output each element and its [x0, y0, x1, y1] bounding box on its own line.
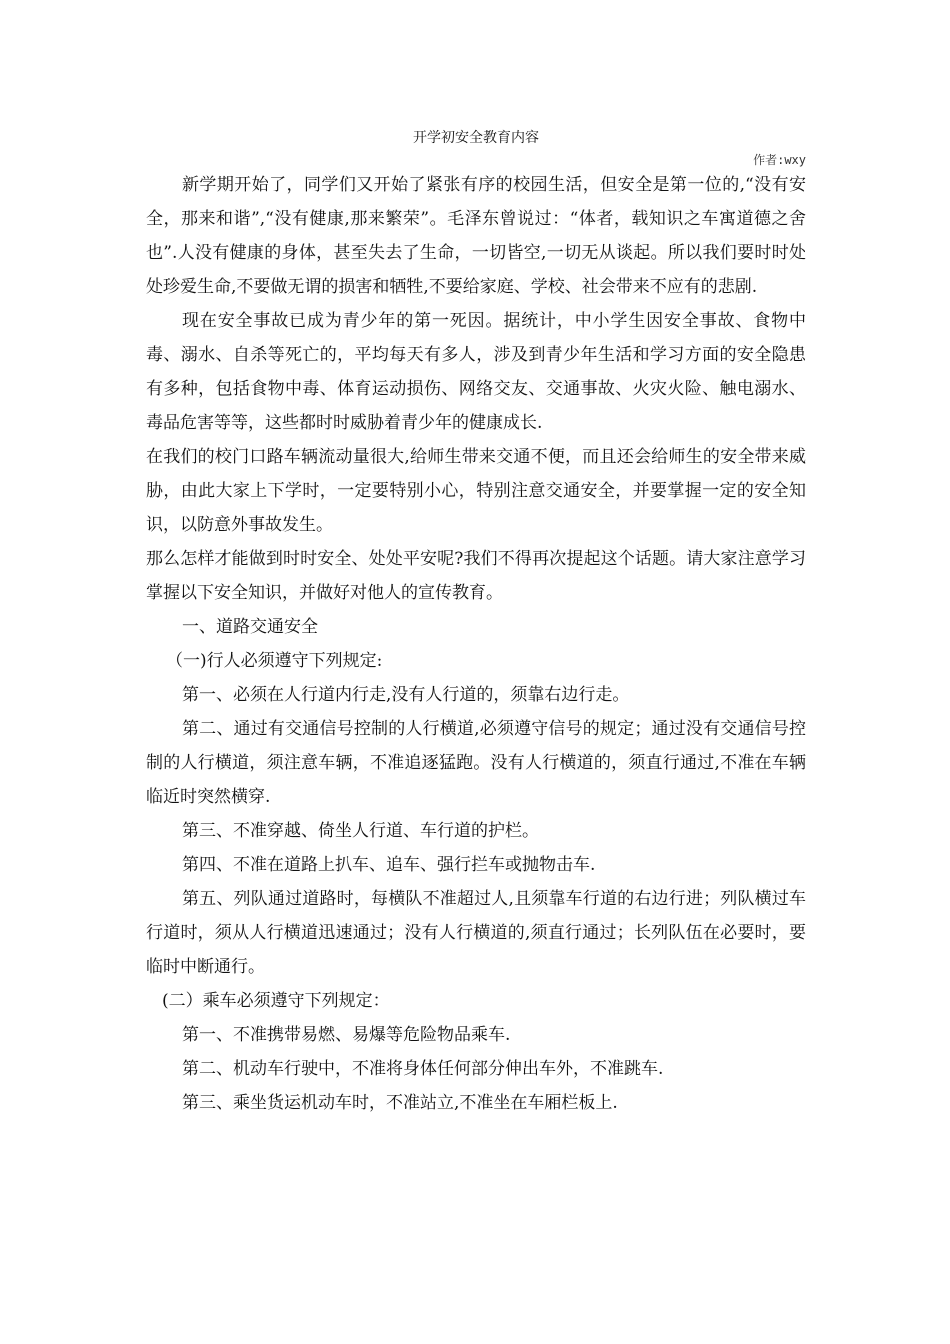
rule-item: 第二、机动车行驶中，不准将身体任何部分伸出车外，不准跳车. [182, 1059, 664, 1079]
document-body [146, 168, 806, 1120]
rule-item: 第四、不准在道路上扒车、追车、强行拦车或抛物击车. [182, 855, 596, 875]
subsection-pedestrian-rules: （一)行人必须遵守下列规定: [166, 651, 383, 671]
rule-item: 第一、不准携带易燃、易爆等危险物品乘车. [182, 1025, 511, 1045]
paragraph-statistics: 现在安全事故已成为青少年的第一死因。据统计，中小学生因安全事故、食物中毒、溺水、自杀等死亡的，平均每天有多人，涉及到青少年生活和学习方面的安全隐患有多种，包括食物中毒、体育运动损伤、网络交友、交通事故、火灾火险、触电溺水、毒品危害等等，这些都时时威胁着青少年的健康成长. [146, 311, 806, 433]
rule-item: 第三、不准穿越、倚坐人行道、车行道的护栏。 [182, 821, 539, 841]
rule-item: 第二、通过有交通信号控制的人行横道,必须遵守信号的规定；通过没有交通信号控制的人行横道，须注意车辆，不准追逐猛跑。没有人行横道的，须直行通过,不准在车辆临近时突然横穿. [146, 719, 806, 807]
document-author: 作者:wxy [753, 153, 806, 167]
paragraph-school-gate: 在我们的校门口路车辆流动量很大,给师生带来交通不便，而且还会给师生的安全带来威胁，由此大家上下学时，一定要特别小心，特别注意交通安全，并要掌握一定的安全知识，以防意外事故发生。 [146, 447, 806, 535]
rule-item: 第三、乘坐货运机动车时，不准站立,不准坐在车厢栏板上. [182, 1093, 618, 1113]
rule-item: 第五、列队通过道路时，每横队不准超过人,且须靠车行道的右边行进；列队横过车行道时，须从人行横道迅速通过；没有人行横道的,须直行通过；长列队伍在必要时，要临时中断通行。 [146, 889, 806, 977]
section-heading-road-safety: 一、道路交通安全 [182, 617, 318, 637]
subsection-passenger-rules: (二）乘车必须遵守下列规定： [162, 991, 390, 1011]
document-title: 开学初安全教育内容 [413, 130, 539, 146]
paragraph-intro: 新学期开始了，同学们又开始了紧张有序的校园生活，但安全是第一位的,“没有安全，那来和谐”,“没有健康,那来繁荣”。毛泽东曾说过：“体者，载知识之车寓道德之舍也”.人没有健康的身体，甚至失去了生命，一切皆空,一切无从谈起。所以我们要时时处处珍爱生命,不要做无谓的损害和牺牲,不要给家庭、学校、社会带来不应有的悲剧. [146, 175, 806, 297]
paragraph-how-to: 那么怎样才能做到时时安全、处处平安呢?我们不得再次提起这个话题。请大家注意学习掌握以下安全知识，并做好对他人的宣传教育。 [146, 549, 806, 603]
rule-item: 第一、必须在人行道内行走,没有人行道的，须靠右边行走。 [182, 685, 630, 705]
